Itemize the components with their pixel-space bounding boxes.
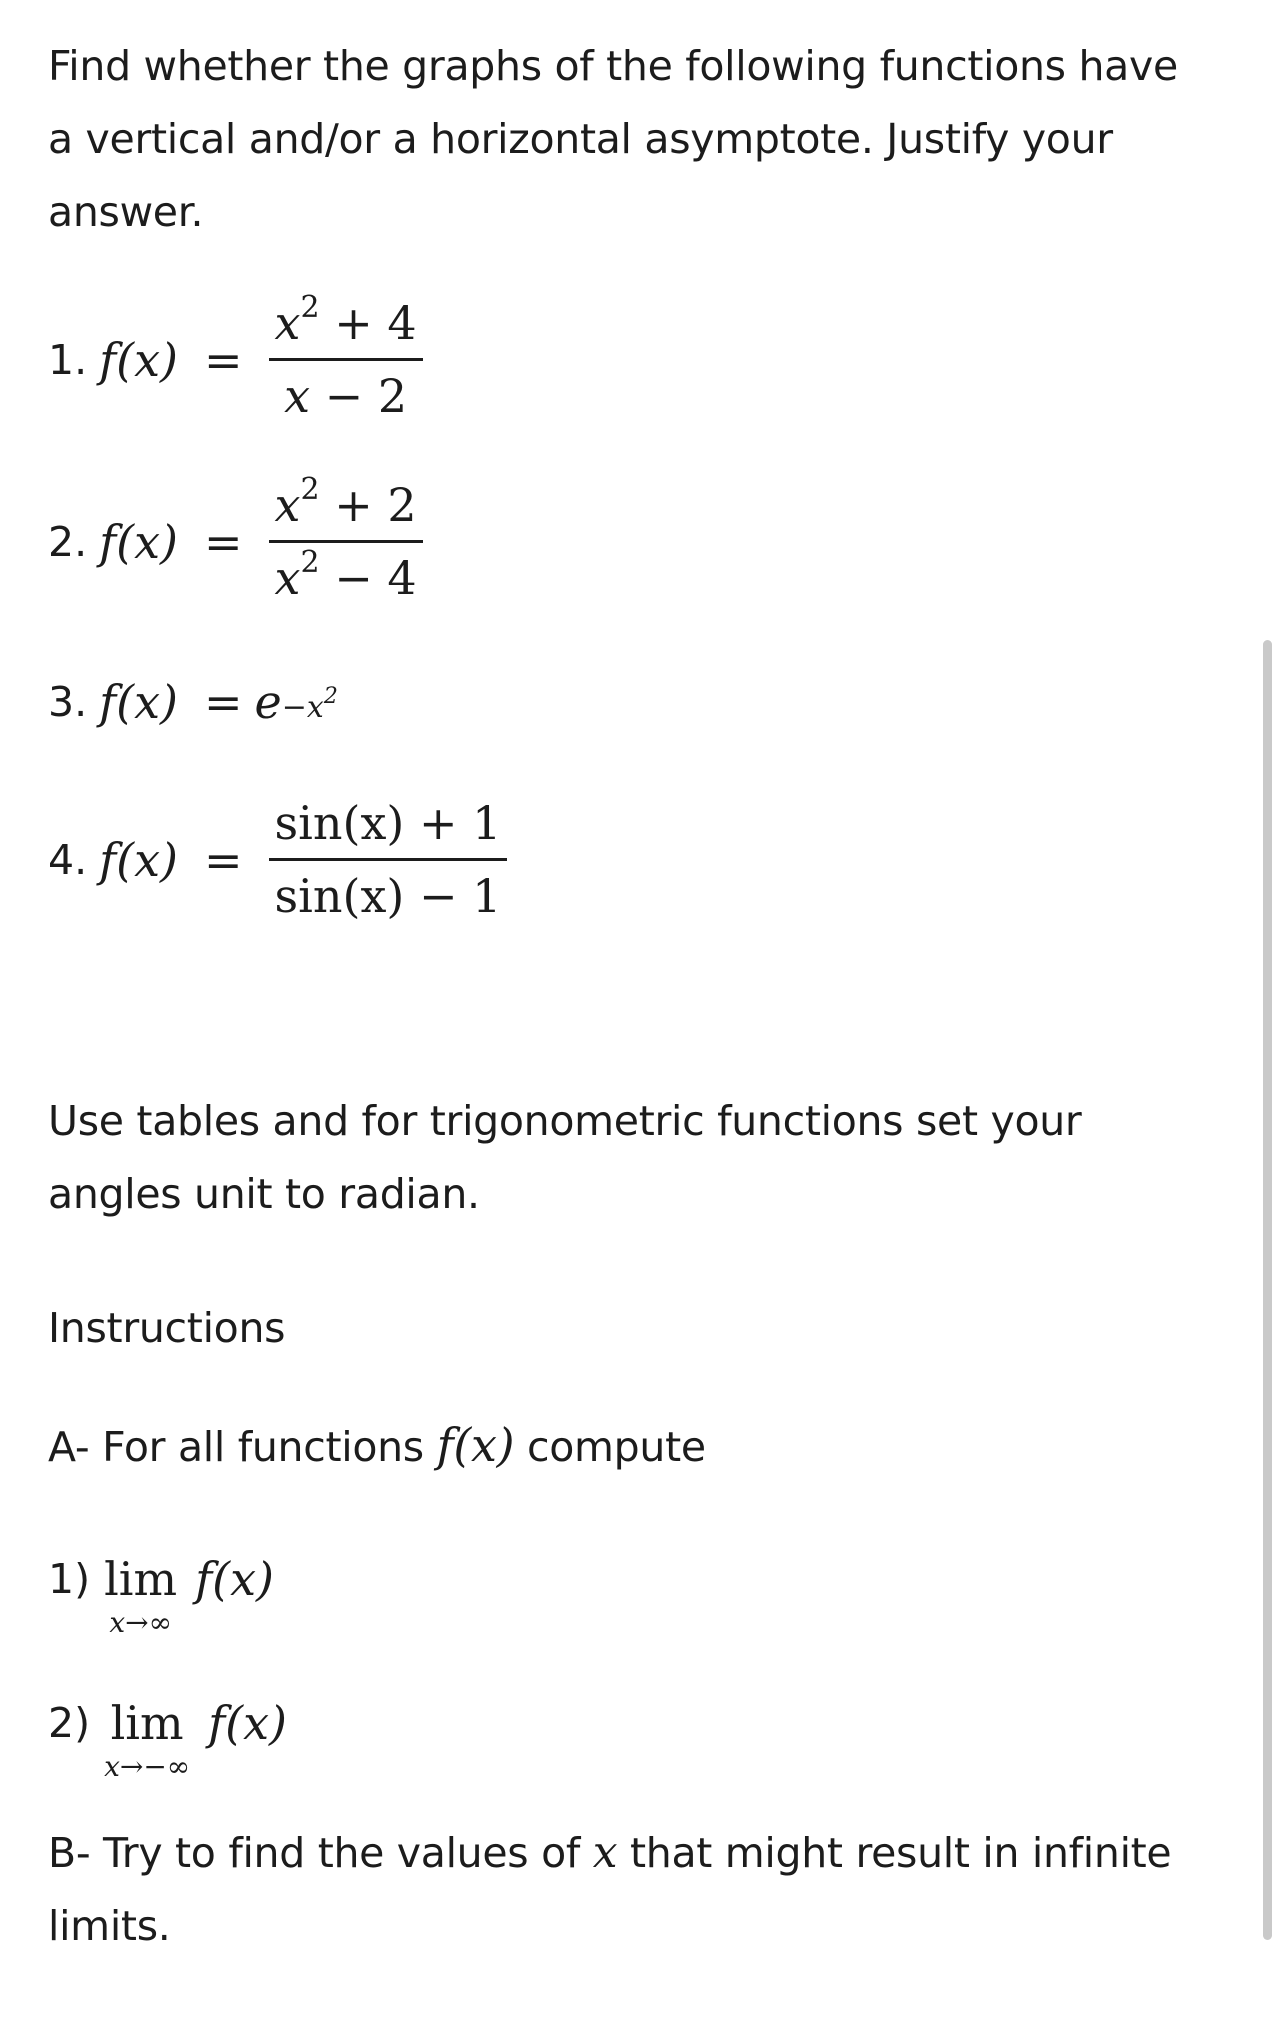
limit-2-label: 2) [48,1699,91,1747]
vertical-scrollbar[interactable] [1263,640,1272,1940]
function-2 [48,470,423,613]
function-3-base: e [254,675,282,729]
intro-line-3: answer. [48,188,204,236]
tables-note [48,1085,1218,1231]
part-a-prefix: A- For all functions [48,1423,437,1471]
part-b [48,1816,1218,1963]
function-4-denominator: sin(x) − 1 [274,869,502,923]
intro-line-2: a vertical and/or a horizontal asymptote. Justify your [48,115,1113,163]
limit-2-expr: f(x) [208,1696,288,1750]
instructions-heading: Instructions [48,1304,286,1352]
function-4 [48,788,507,931]
part-a-suffix: compute [514,1423,706,1471]
function-4-number: 4. [48,835,88,884]
limit-1-expr: f(x) [195,1552,275,1606]
function-4-numerator: sin(x) + 1 [274,796,502,850]
part-b-line-2: limits. [48,1902,171,1950]
limit-1-operator: lim x→∞ [104,1552,178,1639]
function-2-number: 2. [48,517,88,566]
intro-line-1: Find whether the graphs of the following functions have [48,42,1178,90]
equals-sign: = [204,514,243,569]
part-a [48,1409,706,1484]
limit-2-operator: lim x→−∞ [104,1696,191,1783]
limit-1-label: 1) [48,1555,91,1603]
limit-2-subscript: x→−∞ [104,1750,191,1783]
part-b-prefix: B- Try to find the values of [48,1829,593,1877]
limit-1 [48,1550,274,1638]
part-b-suffix: that might result in infinite [617,1829,1172,1877]
function-1-numerator: $x^2 + 4$ [274,290,417,350]
tables-note-line-1: Use tables and for trigonometric functions set your [48,1097,1082,1145]
part-b-var: x [592,1827,618,1878]
part-a-fx: f(x) [436,1418,515,1472]
function-4-fraction [269,788,508,931]
function-1-lhs: f(x) [99,332,178,387]
function-1-fraction [269,288,423,431]
equals-sign: = [204,832,243,887]
limit-1-subscript: x→∞ [109,1606,172,1639]
function-1-number: 1. [48,335,88,384]
function-3-exponent: $-x^2$ [281,683,338,725]
function-2-numerator: $x^2 + 2$ [274,472,417,532]
limit-2 [48,1694,287,1782]
function-3 [48,675,338,729]
tables-note-line-2: angles unit to radian. [48,1170,480,1218]
function-2-fraction [269,470,423,613]
function-4-lhs: f(x) [99,832,178,887]
function-1 [48,288,423,431]
intro-paragraph [48,30,1218,249]
function-2-denominator: $x^2 - 4$ [274,545,417,605]
function-1-denominator: x − 2 [284,369,408,423]
function-2-lhs: f(x) [99,514,178,569]
equals-sign: = [204,332,243,387]
function-3-number: 3. [48,678,88,726]
equals-sign: = [204,675,243,729]
function-3-lhs: f(x) [99,675,178,729]
